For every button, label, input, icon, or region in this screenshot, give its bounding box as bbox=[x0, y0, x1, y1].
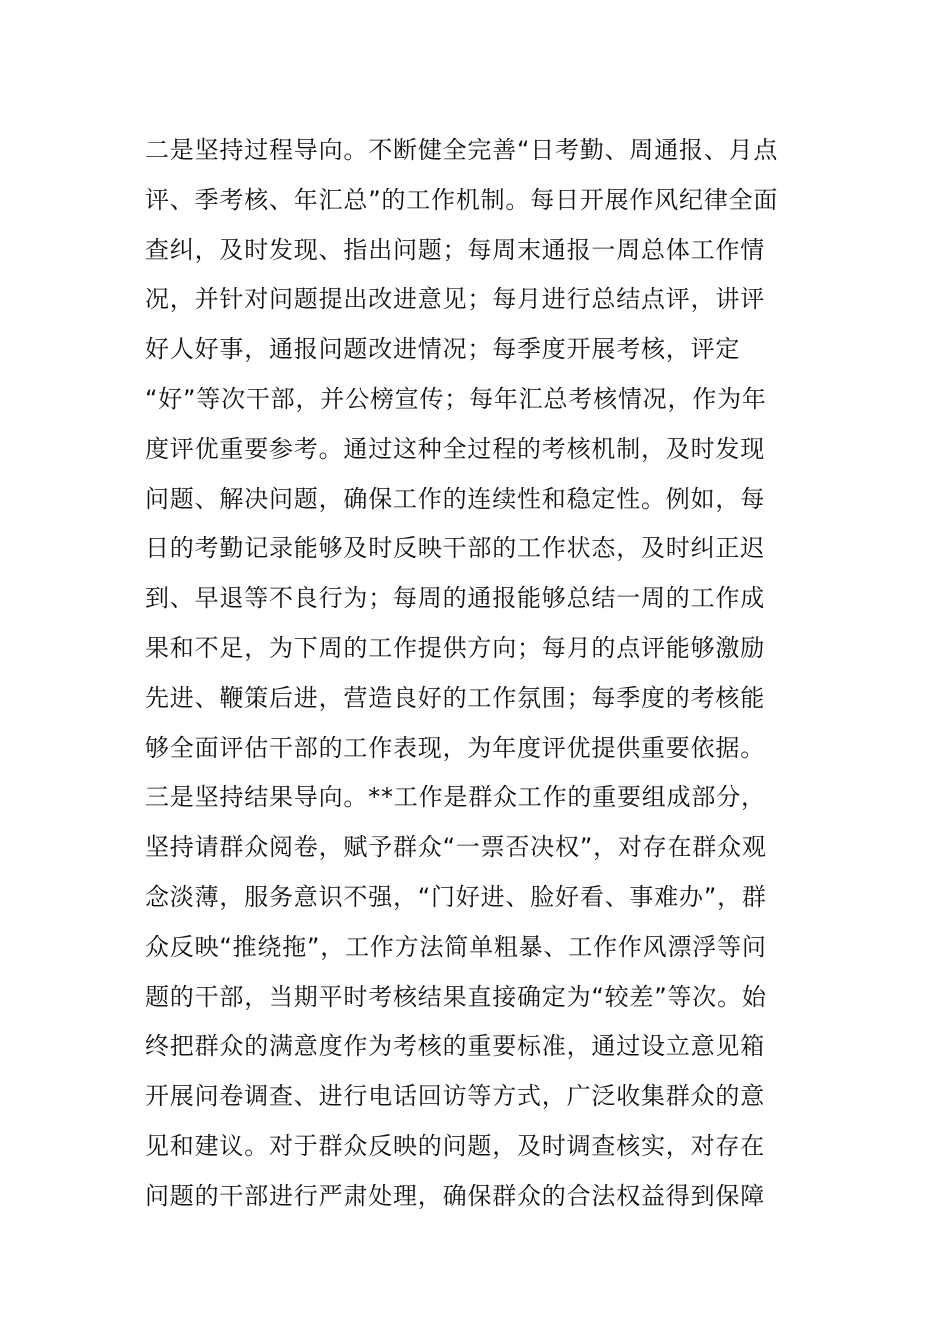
text-line: 三是坚持结果导向。**工作是群众工作的重要组成部分， bbox=[145, 783, 766, 812]
text-line: 况，并针对问题提出改进意见；每月进行总结点评，讲评 bbox=[145, 285, 765, 314]
text-line: 终把群众的满意度作为考核的重要标准，通过设立意见箱 bbox=[145, 1032, 765, 1061]
text-line: 到、早退等不良行为；每周的通报能够总结一周的工作成 bbox=[145, 584, 765, 613]
text-line: 二是坚持过程导向。不断健全完善“日考勤、周通报、月点 bbox=[145, 136, 779, 164]
text-line: 众反映“推绕拖”，工作方法简单粗暴、工作作风漂浮等问 bbox=[145, 932, 767, 961]
text-line: 够全面评估干部的工作表现，为年度评优提供重要依据。 bbox=[145, 733, 765, 762]
text-line: 查纠，及时发现、指出问题；每周末通报一周总体工作情 bbox=[145, 235, 765, 264]
text-line: 见和建议。对于群众反映的问题，及时调查核实，对存在 bbox=[145, 1131, 765, 1160]
text-line: 问题的干部进行严肃处理，确保群众的合法权益得到保障 bbox=[145, 1181, 765, 1210]
text-line: 日的考勤记录能够及时反映干部的工作状态，及时纠正迟 bbox=[145, 534, 765, 563]
text-line: 先进、鞭策后进，营造良好的工作氛围；每季度的考核能 bbox=[145, 683, 765, 712]
text-line: 果和不足，为下周的工作提供方向；每月的点评能够激励 bbox=[145, 633, 765, 662]
paragraph-process-oriented bbox=[145, 126, 810, 773]
text-line: 开展问卷调查、进行电话回访等方式，广泛收集群众的意 bbox=[145, 1082, 765, 1111]
paragraph-result-oriented bbox=[145, 773, 810, 1221]
text-line: 好人好事，通报问题改进情况；每季度开展考核，评定 bbox=[145, 335, 741, 364]
document-body bbox=[145, 126, 810, 1222]
text-line: 念淡薄，服务意识不强，“门好进、脸好看、事难办”，群 bbox=[145, 882, 767, 911]
text-line: 题的干部，当期平时考核结果直接确定为“较差”等次。始 bbox=[145, 982, 767, 1011]
text-line: “好”等次干部，并公榜宣传；每年汇总考核情况，作为年 bbox=[145, 384, 767, 413]
text-line: 度评优重要参考。通过这种全过程的考核机制，及时发现 bbox=[145, 434, 765, 463]
text-line: 评、季考核、年汇总”的工作机制。每日开展作风纪律全面 bbox=[145, 185, 779, 214]
text-line: 问题、解决问题，确保工作的连续性和稳定性。例如，每 bbox=[145, 484, 765, 513]
text-line: 坚持请群众阅卷，赋予群众“一票否决权”，对存在群众观 bbox=[145, 833, 767, 862]
